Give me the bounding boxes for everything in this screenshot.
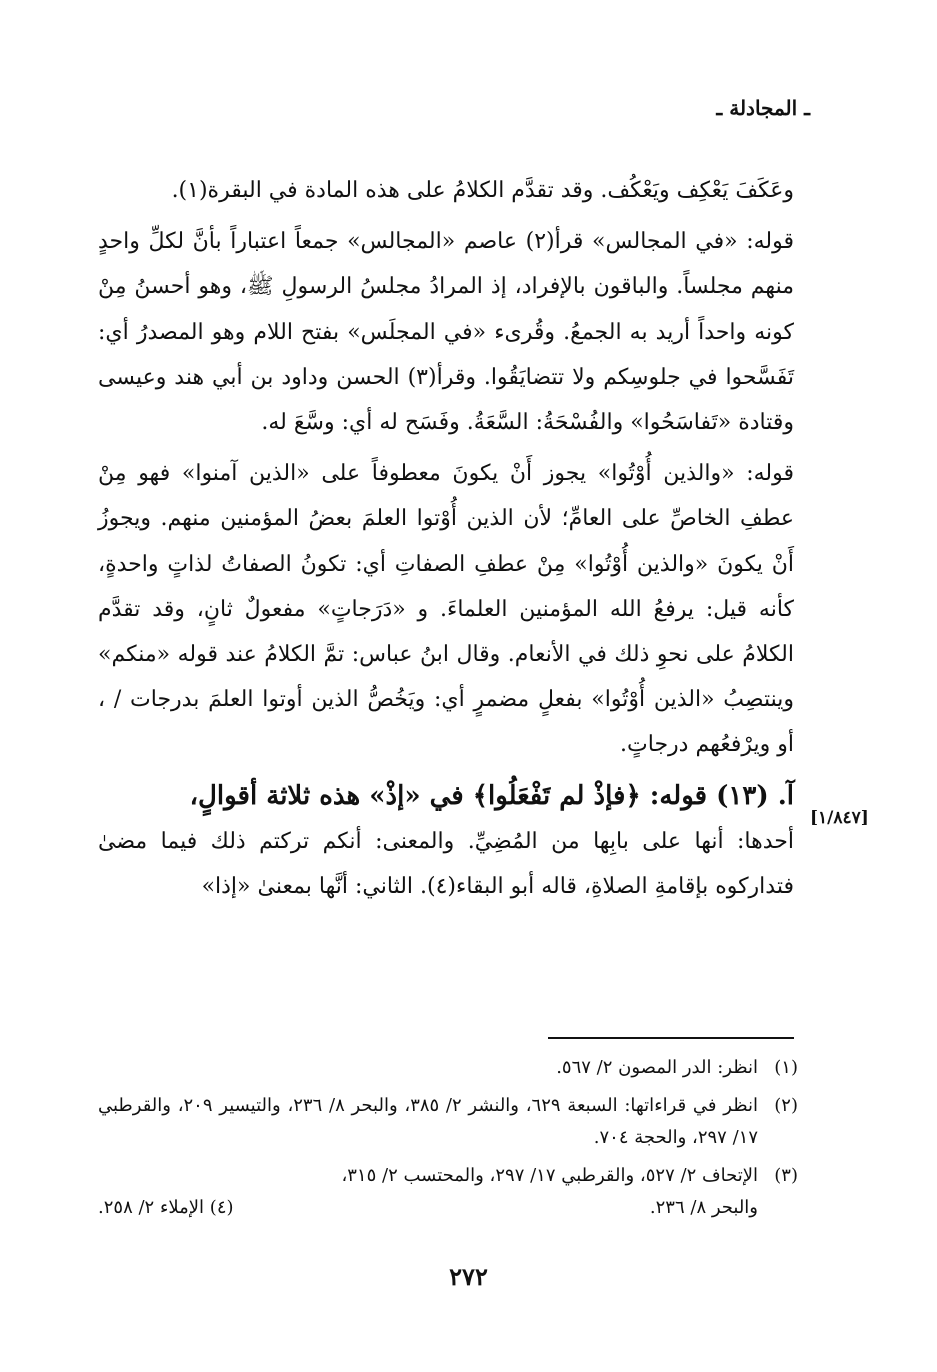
footnote-number: (١) — [774, 1057, 798, 1078]
footnote-text-block — [98, 1160, 758, 1224]
paragraph-2: قوله: «في المجالس» قرأ(٢) عاصم «المجالس» جمعاً اعتباراً بأنَّ لكلِّ واحدٍ منهم مجلساً. والباقون بالإفراد، إذ المرادُ مجلسُ الرسولِ ﷺ، وهو أحسنُ مِنْ كونه واحداً أريد به الجمعُ. وقُرىء «في المجلَس» بفتح اللام وهو المصدرُ أي: تَفَسَّحوا في جلوسِكم ولا تتضايَقُوا. وقرأ(٣) الحسن وداود بن أبي هند وعيسى وقتادة «تَفاسَحُوا» والفُسْحَةُ: السَّعَةُ. وفَسَح له أي: وسَّعَ له. — [98, 229, 795, 436]
footnotes — [98, 1052, 798, 1230]
footnote-divider — [548, 1037, 794, 1039]
footnote-text: الإتحاف ٢/ ٥٢٧، والقرطبي ١٧/ ٢٩٧، والمحتسب ٢/ ٣١٥، — [341, 1165, 758, 1186]
paragraph-1: وعَكَفَ يَعْكِف ويَعْكُف. وقد تقدَّم الكلامُ على هذه المادة في البقرة(١). — [171, 178, 794, 203]
footnote-4 — [98, 1192, 234, 1224]
footnote-1 — [98, 1052, 798, 1084]
verse-heading: آ. (١٣) قوله: ﴿فإذْ لم تَفْعَلُوا﴾ في «إذْ» هذه ثلاثة أقوالٍ، — [189, 780, 794, 811]
manuscript-folio-note: [١/٨٤٧] — [810, 808, 869, 828]
footnote-last-line — [98, 1192, 758, 1224]
footnote-text: انظر: الدر المصون ٢/ ٥٦٧. — [556, 1057, 758, 1078]
page-number: ٢٧٢ — [449, 1262, 488, 1291]
footnote-text: انظر في قراءاتها: السبعة ٦٢٩، والنشر ٢/ ٣٨٥، والبحر ٨/ ٢٣٦، والتيسير ٢٠٩، والقرطبي ١٧/ ٢٩٧، والحجة ٧٠٤. — [98, 1095, 758, 1148]
main-text — [98, 168, 794, 909]
paragraph-3: قوله: «والذين أُوْتُوا» يجوز أَنْ يكونَ معطوفاً على «الذين آمنوا» فهو مِنْ عطفِ الخاصِّ على العامِّ؛ لأن الذين أُوْتوا العلمَ بعضُ المؤمنين منهم. ويجوزُ أَنْ يكونَ «والذين أُوْتُوا» مِنْ عطفِ الصفاتِ أي: تكونُ الصفاتُ لذاتٍ واحدةٍ، كأنه قيل: يرفعُ الله المؤمنين العلماءَ. و «دَرَجاتٍ» مفعولٌ ثانٍ، وقد تقدَّم الكلامُ على نحوِ ذلك في الأنعام. وقال ابنُ عباس: تمَّ الكلامُ عند قوله «منكم» وينتصِبُ «الذين أُوْتُوا» بفعلٍ مضمرٍ أي: ويَخُصُّ الذين أوتوا العلمَ بدرجات / ، أو ويرْفعُهم درجاتٍ. — [98, 461, 794, 758]
footnote-text: الإملاء ٢/ ٢٥٨. — [98, 1197, 205, 1218]
footnote-continuation: والبحر ٨/ ٢٣٦. — [649, 1197, 758, 1218]
footnote-number: (٣) — [774, 1165, 798, 1186]
footnote-number: (٢) — [774, 1095, 798, 1116]
running-head: ـ المجادلة ـ — [716, 96, 810, 120]
verse-body: أحدها: أنها على بابِها من المُضِيِّ. والمعنى: أنكم تركتم ذلك فيما مضىٰ فتداركوه بإقامةِ الصلاةِ، قاله أبو البقاء(٤). الثاني: أنَّها بمعنىٰ «إذا» — [98, 828, 794, 900]
footnote-3 — [98, 1160, 798, 1224]
footnote-number: (٤) — [209, 1197, 234, 1218]
footnote-2 — [98, 1090, 798, 1154]
